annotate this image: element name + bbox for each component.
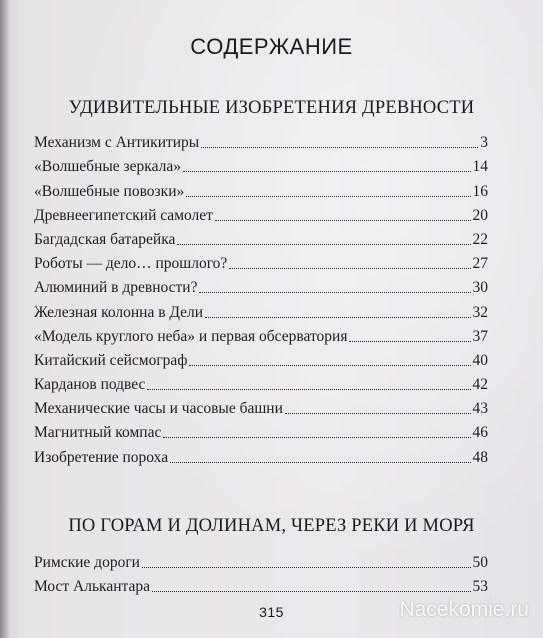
dot-leader xyxy=(201,147,478,148)
toc-entry-page: 27 xyxy=(472,255,488,273)
toc-entry xyxy=(34,394,488,418)
toc-entry-title: Алюминий в древности? xyxy=(34,279,198,297)
dot-leader xyxy=(177,244,470,245)
toc-entry-page: 50 xyxy=(472,554,488,572)
toc-entry xyxy=(34,418,488,442)
toc-entry-title: Древнеегипетский самолет xyxy=(34,206,213,224)
toc-entry xyxy=(34,225,488,249)
watermark-text: Nacekomie.ru xyxy=(399,598,529,621)
toc-entry-page: 37 xyxy=(472,327,488,345)
toc-entry xyxy=(34,548,488,572)
toc-entry-title: Китайский сейсмограф xyxy=(34,351,188,369)
toc-entry xyxy=(34,176,488,200)
toc-entry-page: 3 xyxy=(480,134,488,152)
toc-entry-page: 22 xyxy=(472,230,488,248)
toc-entry-title: «Модель круглого неба» и первая обсерватория xyxy=(34,327,348,345)
toc-entry-title: Механические часы и часовые башни xyxy=(34,400,283,418)
page-number: 315 xyxy=(259,604,284,620)
toc-entry-title: Карданов подвес xyxy=(34,376,146,394)
section-heading-1: УДИВИТЕЛЬНЫЕ ИЗОБРЕТЕНИЯ ДРЕВНОСТИ xyxy=(68,98,475,118)
toc-entry-title: Механизм с Антикитиры xyxy=(34,134,200,152)
section-heading-2: ПО ГОРАМ И ДОЛИНАМ, ЧЕРЕЗ РЕКИ И МОРЯ xyxy=(68,516,475,536)
dot-leader xyxy=(170,462,470,463)
toc-entry xyxy=(34,346,488,370)
toc-entry xyxy=(34,370,488,394)
toc-entry-title: Железная колонна в Дели xyxy=(34,303,204,321)
toc-entry-page: 40 xyxy=(472,351,488,369)
toc-entry-title: «Волшебные зеркала» xyxy=(34,158,181,176)
toc-entry xyxy=(34,572,488,596)
toc-entry-title: Изобретение пороха xyxy=(34,448,169,466)
toc-list-section-1 xyxy=(34,128,488,467)
dot-leader xyxy=(152,591,470,592)
dot-leader xyxy=(189,365,470,366)
gutter-shadow xyxy=(0,0,10,638)
toc-list-section-2 xyxy=(34,548,488,596)
toc-entry xyxy=(34,152,488,176)
toc-entry-page: 43 xyxy=(472,400,488,418)
toc-entry-title: Магнитный компас xyxy=(34,424,162,442)
toc-entry-page: 30 xyxy=(472,279,488,297)
dot-leader xyxy=(142,567,471,568)
toc-entry-page: 32 xyxy=(472,303,488,321)
toc-entry-page: 48 xyxy=(472,448,488,466)
toc-entry-title: Багдадская батарейка xyxy=(34,230,176,248)
dot-leader xyxy=(163,437,470,438)
dot-leader xyxy=(349,341,470,342)
toc-entry-page: 20 xyxy=(472,206,488,224)
toc-entry xyxy=(34,297,488,321)
dot-leader xyxy=(186,196,470,197)
dot-leader xyxy=(229,268,470,269)
dot-leader xyxy=(147,389,470,390)
dot-leader xyxy=(199,292,470,293)
toc-entry-page: 16 xyxy=(472,182,488,200)
toc-entry xyxy=(34,201,488,225)
toc-entry xyxy=(34,128,488,152)
toc-entry-page: 14 xyxy=(472,158,488,176)
dot-leader xyxy=(285,413,471,414)
dot-leader xyxy=(183,171,471,172)
dot-leader xyxy=(215,220,471,221)
dot-leader xyxy=(205,317,470,318)
toc-entry-page: 46 xyxy=(472,424,488,442)
toc-entry-title: «Волшебные повозки» xyxy=(34,182,185,200)
toc-entry xyxy=(34,442,488,466)
toc-entry-page: 53 xyxy=(472,578,488,596)
page-title: СОДЕРЖАНИЕ xyxy=(190,34,353,59)
toc-entry-page: 42 xyxy=(472,376,488,394)
toc-entry xyxy=(34,249,488,273)
toc-entry xyxy=(34,322,488,346)
toc-entry-title: Римские дороги xyxy=(34,554,140,572)
toc-entry-title: Мост Алькантара xyxy=(34,578,151,596)
toc-entry-title: Роботы — дело… прошлого? xyxy=(34,255,228,273)
toc-entry xyxy=(34,273,488,297)
